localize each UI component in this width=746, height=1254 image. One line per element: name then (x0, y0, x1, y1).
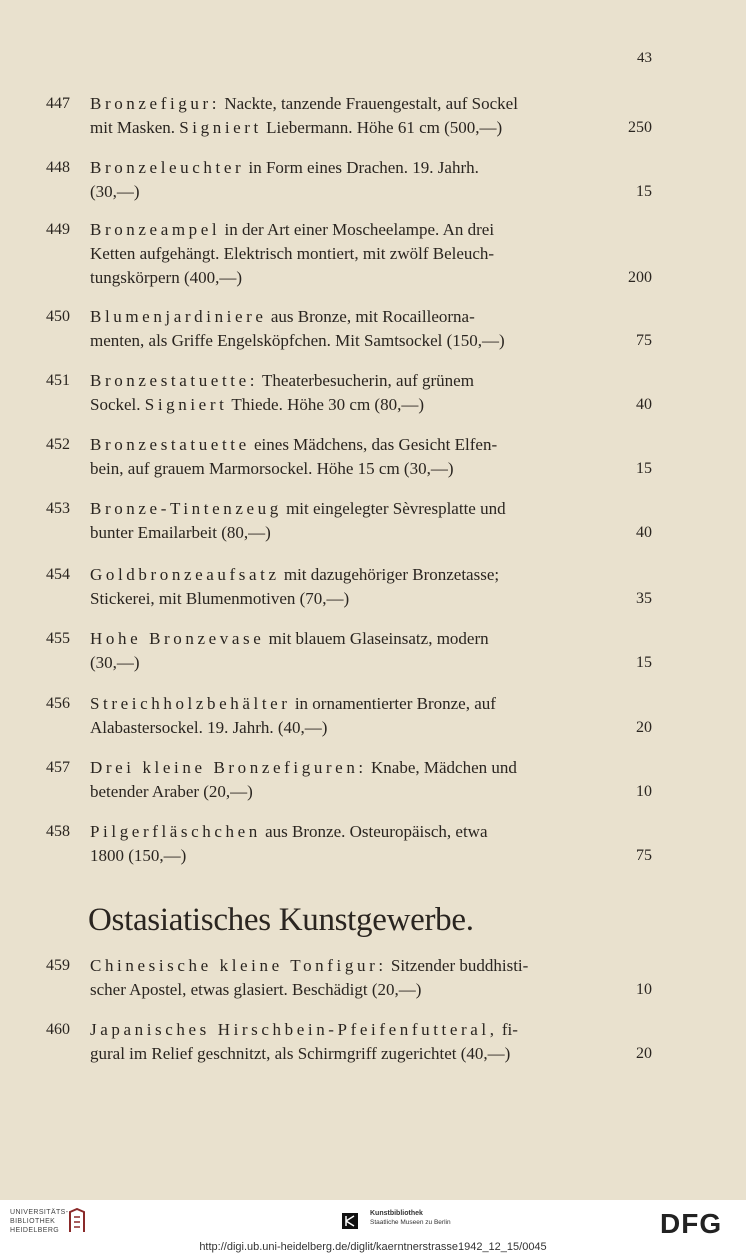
entry-desc: aus Bronze. Osteuropäisch, etwa (265, 822, 488, 841)
price: 15 (636, 654, 652, 671)
entry-text (90, 92, 596, 140)
entry-title: Bronzestatuette: (90, 371, 259, 390)
entry-text (90, 1018, 596, 1066)
lot-number: 458 (46, 823, 70, 840)
entry-title: Goldbronzeaufsatz (90, 565, 280, 584)
entry-title: Drei kleine Bronzefiguren: (90, 758, 367, 777)
entry-desc: mit eingelegter Sèvresplatte und (286, 499, 506, 518)
dfg-logo: DFG (660, 1208, 723, 1239)
entry-desc-2: menten, als Griffe Engelsköpfchen. Mit Samtsockel (150,—) (90, 331, 505, 350)
entry-desc-2a: Sockel. (90, 395, 141, 414)
entry-desc-2b: Liebermann. Höhe 61 cm (500,—) (266, 118, 503, 137)
entry-desc-3: tungskörpern (400,—) (90, 268, 243, 287)
entry-text (90, 756, 596, 804)
uni-line-2: BIBLIOTHEK (10, 1218, 56, 1225)
entry-desc: mit blauem Glaseinsatz, modern (268, 629, 489, 648)
entry-desc-2: scher Apostel, etwas glasiert. Beschädigt (20,—) (90, 980, 422, 999)
uni-line-3: HEIDELBERG (10, 1227, 60, 1234)
section-heading: Ostasiatisches Kunstgewerbe. (88, 902, 474, 938)
entry-desc: Theaterbesucherin, auf grünem (262, 371, 474, 390)
kb-title: Kunstbibliothek (370, 1210, 423, 1217)
page-number: 43 (637, 50, 652, 66)
entry-title: Bronzefigur: (90, 94, 221, 113)
entry-desc-2: Ketten aufgehängt. Elektrisch montiert, mit zwölf Beleuch- (90, 244, 495, 263)
entry-text (90, 497, 596, 545)
lot-number: 452 (46, 436, 70, 453)
entry-desc: in ornamentierter Bronze, auf (294, 694, 496, 713)
entry-desc: fi- (501, 1020, 518, 1039)
lot-number: 457 (46, 759, 70, 776)
price: 75 (636, 332, 652, 349)
footer-bar (0, 1200, 746, 1254)
lot-number: 459 (46, 957, 70, 974)
entry-text (90, 218, 596, 290)
university-logo-icon (68, 1208, 86, 1234)
lot-number: 451 (46, 372, 70, 389)
price: 15 (636, 460, 652, 477)
entry-text (90, 433, 596, 481)
price: 10 (636, 981, 652, 998)
entry-desc-2: Stickerei, mit Blumenmotiven (70,—) (90, 589, 350, 608)
entry-title: Blumenjardiniere (90, 307, 267, 326)
entry-desc-2a: mit Masken. (90, 118, 175, 137)
lot-number: 449 (46, 221, 70, 238)
price: 40 (636, 396, 652, 413)
entry-title: Japanisches Hirschbein-Pfeifenfutteral, (90, 1020, 498, 1039)
price: 20 (636, 1045, 652, 1062)
price: 20 (636, 719, 652, 736)
entry-desc: Sitzender buddhisti- (390, 956, 529, 975)
entry-signed: Signiert (179, 118, 262, 137)
source-url[interactable]: http://digi.ub.uni-heidelberg.de/diglit/kaerntnerstrasse1942_12_15/0045 (199, 1241, 547, 1253)
lot-number: 455 (46, 630, 70, 647)
lot-number: 447 (46, 95, 70, 112)
entry-title: Streichholzbehälter (90, 694, 291, 713)
uni-line-1: UNIVERSITÄTS- (10, 1209, 69, 1216)
price: 15 (636, 183, 652, 200)
price: 40 (636, 524, 652, 541)
entry-text (90, 305, 596, 353)
kb-subtitle: Staatliche Museen zu Berlin (370, 1219, 451, 1226)
entry-text (90, 692, 596, 740)
lot-number: 460 (46, 1021, 70, 1038)
lot-number: 450 (46, 308, 70, 325)
entry-title: Bronzeleuchter (90, 158, 245, 177)
entry-title: Chinesische kleine Tonfigur: (90, 956, 387, 975)
entry-text (90, 820, 596, 868)
entry-desc: mit dazugehöriger Bronzetasse; (283, 565, 500, 584)
entry-desc-2: bunter Emailarbeit (80,—) (90, 523, 271, 542)
kunstbibliothek-text (370, 1209, 451, 1227)
entry-text (90, 627, 596, 675)
entry-desc: in der Art einer Moscheelampe. An drei (224, 220, 495, 239)
entry-desc: Nackte, tanzende Frauengestalt, auf Sockel (224, 94, 518, 113)
entry-title: Pilgerfläschchen (90, 822, 261, 841)
entry-desc-2: Alabastersockel. 19. Jahrh. (40,—) (90, 718, 328, 737)
entry-text (90, 369, 596, 417)
lot-number: 448 (46, 159, 70, 176)
entry-text (90, 563, 596, 611)
entry-title: Bronzeampel (90, 220, 221, 239)
lot-number: 453 (46, 500, 70, 517)
entry-title: Bronzestatuette (90, 435, 250, 454)
university-library-text (10, 1208, 68, 1235)
entry-desc-2b: Thiede. Höhe 30 cm (80,—) (231, 395, 424, 414)
price: 250 (628, 119, 652, 136)
kunstbibliothek-logo-icon (340, 1211, 360, 1231)
entry-signed: Signiert (144, 395, 228, 414)
entry-desc-2: bein, auf grauem Marmorsockel. Höhe 15 cm (30,—) (90, 459, 454, 478)
entry-desc-2: 1800 (150,—) (90, 846, 187, 865)
entry-title: Bronze-Tintenzeug (90, 499, 282, 518)
entry-text (90, 156, 596, 204)
entry-desc-2: (30,—) (90, 653, 140, 672)
entry-title: Hohe Bronzevase (90, 629, 265, 648)
price: 200 (628, 269, 652, 286)
entry-desc-2: gural im Relief geschnitzt, als Schirmgriff zugerichtet (40,—) (90, 1044, 511, 1063)
lot-number: 454 (46, 566, 70, 583)
entry-desc: aus Bronze, mit Rocailleorna- (270, 307, 475, 326)
price: 35 (636, 590, 652, 607)
entry-desc-2: betender Araber (20,—) (90, 782, 253, 801)
lot-number: 456 (46, 695, 70, 712)
price: 10 (636, 783, 652, 800)
entry-desc-2: (30,—) (90, 182, 140, 201)
entry-text (90, 954, 596, 1002)
entry-desc: Knabe, Mädchen und (371, 758, 517, 777)
price: 75 (636, 847, 652, 864)
entry-desc: eines Mädchens, das Gesicht Elfen- (254, 435, 498, 454)
entry-desc: in Form eines Drachen. 19. Jahrh. (248, 158, 479, 177)
